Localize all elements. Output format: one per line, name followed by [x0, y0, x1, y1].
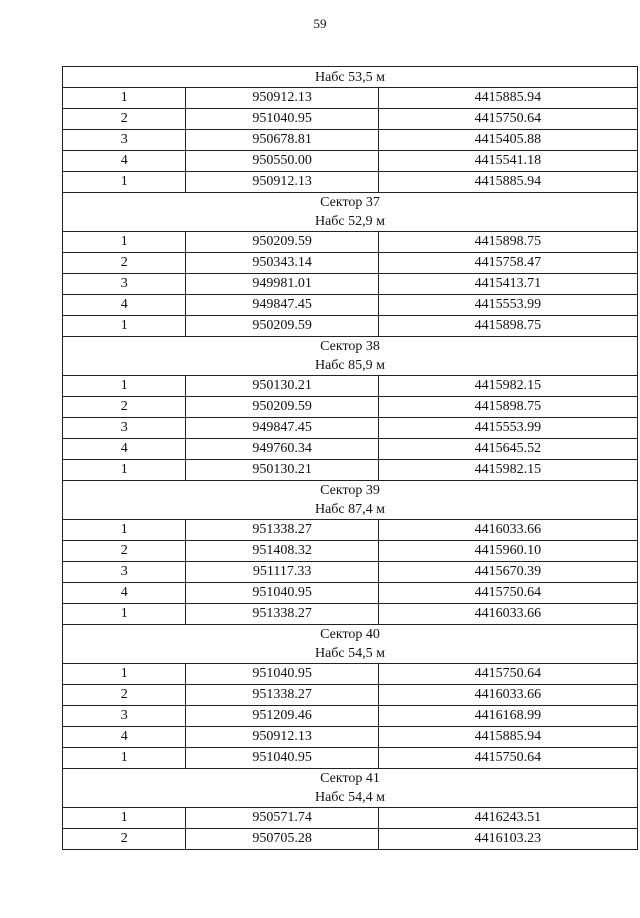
sector-title: Сектор 38 — [320, 339, 380, 354]
x-coordinate: 951408.32 — [186, 541, 378, 562]
point-number: 1 — [63, 376, 186, 397]
sector-header-row — [63, 481, 638, 520]
sector-header-row — [63, 625, 638, 664]
x-coordinate: 950209.59 — [186, 316, 378, 337]
point-number: 3 — [63, 274, 186, 295]
y-coordinate: 4415541.18 — [378, 151, 637, 172]
table-row — [63, 172, 638, 193]
sector-header-row — [63, 769, 638, 808]
y-coordinate: 4415982.15 — [378, 376, 637, 397]
x-coordinate: 951338.27 — [186, 685, 378, 706]
table-row — [63, 316, 638, 337]
y-coordinate: 4415413.71 — [378, 274, 637, 295]
x-coordinate: 950209.59 — [186, 232, 378, 253]
x-coordinate: 950343.14 — [186, 253, 378, 274]
sector-header — [63, 193, 638, 232]
y-coordinate: 4416243.51 — [378, 808, 637, 829]
x-coordinate: 949760.34 — [186, 439, 378, 460]
point-number: 3 — [63, 130, 186, 151]
table-row — [63, 376, 638, 397]
table-row — [63, 829, 638, 850]
table-row — [63, 808, 638, 829]
table-row — [63, 295, 638, 316]
point-number: 4 — [63, 727, 186, 748]
absolute-height-label: Набс 87,4 м — [314, 502, 386, 517]
sector-header — [63, 625, 638, 664]
absolute-height-label: Набс 85,9 м — [314, 358, 386, 373]
x-coordinate: 950130.21 — [186, 376, 378, 397]
table-row — [63, 397, 638, 418]
x-coordinate: 949847.45 — [186, 295, 378, 316]
table-row — [63, 109, 638, 130]
x-coordinate: 951117.33 — [186, 562, 378, 583]
table-row — [63, 253, 638, 274]
x-coordinate: 950550.00 — [186, 151, 378, 172]
y-coordinate: 4416168.99 — [378, 706, 637, 727]
y-coordinate: 4415750.64 — [378, 109, 637, 130]
x-coordinate: 951040.95 — [186, 664, 378, 685]
point-number: 1 — [63, 172, 186, 193]
y-coordinate: 4415750.64 — [378, 583, 637, 604]
sector-header-row — [63, 67, 638, 88]
table-row — [63, 274, 638, 295]
x-coordinate: 950705.28 — [186, 829, 378, 850]
table-row — [63, 460, 638, 481]
table-row — [63, 130, 638, 151]
x-coordinate: 950571.74 — [186, 808, 378, 829]
sector-header — [63, 481, 638, 520]
table-row — [63, 88, 638, 109]
y-coordinate: 4415553.99 — [378, 418, 637, 439]
absolute-height-label: Набс 53,5 м — [314, 69, 386, 85]
absolute-height-label: Набс 54,4 м — [314, 790, 386, 805]
x-coordinate: 950912.13 — [186, 727, 378, 748]
sector-title: Сектор 41 — [320, 771, 380, 786]
point-number: 1 — [63, 460, 186, 481]
point-number: 4 — [63, 151, 186, 172]
x-coordinate: 951209.46 — [186, 706, 378, 727]
sector-title: Сектор 37 — [320, 195, 380, 210]
x-coordinate: 951338.27 — [186, 520, 378, 541]
point-number: 4 — [63, 439, 186, 460]
table-row — [63, 541, 638, 562]
y-coordinate: 4415898.75 — [378, 232, 637, 253]
y-coordinate: 4416103.23 — [378, 829, 637, 850]
point-number: 4 — [63, 583, 186, 604]
sector-title: Сектор 40 — [320, 627, 380, 642]
coordinates-table-body — [63, 67, 638, 850]
table-row — [63, 562, 638, 583]
point-number: 2 — [63, 397, 186, 418]
absolute-height-label: Набс 52,9 м — [314, 214, 386, 229]
y-coordinate: 4416033.66 — [378, 604, 637, 625]
point-number: 4 — [63, 295, 186, 316]
y-coordinate: 4415758.47 — [378, 253, 637, 274]
table-row — [63, 706, 638, 727]
x-coordinate: 951338.27 — [186, 604, 378, 625]
point-number: 1 — [63, 88, 186, 109]
y-coordinate: 4415553.99 — [378, 295, 637, 316]
y-coordinate: 4415885.94 — [378, 172, 637, 193]
y-coordinate: 4415750.64 — [378, 748, 637, 769]
table-row — [63, 418, 638, 439]
point-number: 1 — [63, 316, 186, 337]
x-coordinate: 950678.81 — [186, 130, 378, 151]
table-row — [63, 439, 638, 460]
absolute-height-label: Набс 54,5 м — [314, 646, 386, 661]
point-number: 3 — [63, 562, 186, 583]
table-row — [63, 583, 638, 604]
point-number: 1 — [63, 520, 186, 541]
point-number: 1 — [63, 808, 186, 829]
y-coordinate: 4415885.94 — [378, 88, 637, 109]
table-row — [63, 151, 638, 172]
y-coordinate: 4415670.39 — [378, 562, 637, 583]
y-coordinate: 4415982.15 — [378, 460, 637, 481]
point-number: 1 — [63, 232, 186, 253]
point-number: 1 — [63, 604, 186, 625]
y-coordinate: 4415885.94 — [378, 727, 637, 748]
point-number: 2 — [63, 253, 186, 274]
x-coordinate: 950209.59 — [186, 397, 378, 418]
sector-header-row — [63, 337, 638, 376]
y-coordinate: 4415898.75 — [378, 316, 637, 337]
y-coordinate: 4416033.66 — [378, 520, 637, 541]
y-coordinate: 4416033.66 — [378, 685, 637, 706]
y-coordinate: 4415405.88 — [378, 130, 637, 151]
coordinates-table — [62, 66, 638, 850]
x-coordinate: 949981.01 — [186, 274, 378, 295]
point-number: 3 — [63, 706, 186, 727]
point-number: 2 — [63, 685, 186, 706]
x-coordinate: 950912.13 — [186, 172, 378, 193]
sector-header — [63, 337, 638, 376]
x-coordinate: 951040.95 — [186, 583, 378, 604]
y-coordinate: 4415960.10 — [378, 541, 637, 562]
y-coordinate: 4415645.52 — [378, 439, 637, 460]
point-number: 2 — [63, 109, 186, 130]
table-row — [63, 664, 638, 685]
point-number: 2 — [63, 541, 186, 562]
y-coordinate: 4415898.75 — [378, 397, 637, 418]
sector-header-row — [63, 193, 638, 232]
table-row — [63, 685, 638, 706]
point-number: 1 — [63, 664, 186, 685]
sector-title: Сектор 39 — [320, 483, 380, 498]
sector-header — [63, 769, 638, 808]
x-coordinate: 949847.45 — [186, 418, 378, 439]
page-number: 59 — [313, 16, 327, 31]
table-row — [63, 520, 638, 541]
x-coordinate: 951040.95 — [186, 748, 378, 769]
point-number: 1 — [63, 748, 186, 769]
sector-header — [63, 67, 638, 88]
x-coordinate: 951040.95 — [186, 109, 378, 130]
y-coordinate: 4415750.64 — [378, 664, 637, 685]
x-coordinate: 950912.13 — [186, 88, 378, 109]
table-row — [63, 232, 638, 253]
table-row — [63, 748, 638, 769]
point-number: 2 — [63, 829, 186, 850]
table-row — [63, 727, 638, 748]
point-number: 3 — [63, 418, 186, 439]
table-row — [63, 604, 638, 625]
x-coordinate: 950130.21 — [186, 460, 378, 481]
